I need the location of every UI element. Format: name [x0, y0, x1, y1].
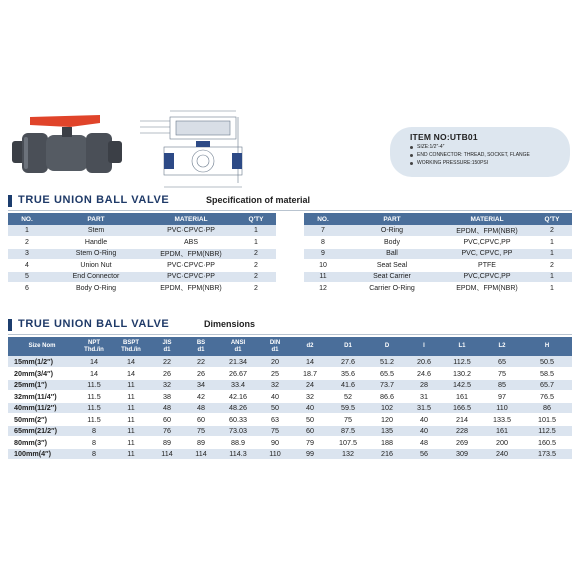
- table-row: [304, 283, 572, 295]
- dim-value-cell: 11.5: [76, 402, 112, 414]
- dim-value-cell: 65.5: [368, 368, 406, 380]
- part-no-cell: 9: [304, 248, 342, 260]
- dim-value-cell: 40: [406, 425, 442, 437]
- product-visual-area: [0, 95, 580, 195]
- table-row: [8, 437, 572, 449]
- qty-cell: 2: [532, 260, 572, 272]
- dim-value-cell: 11: [112, 414, 150, 426]
- dim-value-cell: 309: [442, 448, 482, 460]
- size-nom-cell: 40mm(11/2″): [8, 402, 76, 414]
- dim-value-cell: 188: [368, 437, 406, 449]
- dim-value-cell: 99: [292, 448, 328, 460]
- spec-header-row: [304, 213, 572, 225]
- dim-value-cell: 59.5: [328, 402, 368, 414]
- part-name-cell: End Connector: [46, 271, 146, 283]
- qty-cell: 2: [236, 283, 276, 295]
- table-row: [8, 368, 572, 380]
- part-no-cell: 2: [8, 237, 46, 249]
- part-no-cell: 3: [8, 248, 46, 260]
- dim-value-cell: 34: [184, 379, 218, 391]
- size-nom-cell: 65mm(21/2″): [8, 425, 76, 437]
- dim-header-sublabel: d1: [163, 346, 171, 353]
- part-no-cell: 6: [8, 283, 46, 295]
- material-cell: EPDM、FPM(NBR): [442, 283, 532, 295]
- dim-value-cell: 40: [292, 402, 328, 414]
- dim-value-cell: 11.5: [76, 379, 112, 391]
- dim-header-cell: [218, 337, 258, 356]
- dim-value-cell: 50: [292, 414, 328, 426]
- dim-value-cell: 114: [184, 448, 218, 460]
- part-name-cell: Ball: [342, 248, 442, 260]
- dim-value-cell: 35.6: [328, 368, 368, 380]
- dim-value-cell: 60.33: [218, 414, 258, 426]
- dim-header-sublabel: d1: [234, 346, 242, 353]
- spec-table-right: [304, 213, 572, 295]
- part-no-cell: 4: [8, 260, 46, 272]
- item-number: ITEM NO:UTB01: [410, 132, 478, 142]
- table-row: [304, 225, 572, 237]
- dim-value-cell: 14: [112, 368, 150, 380]
- dim-value-cell: 21.34: [218, 356, 258, 368]
- dim-header-sublabel: Thd./in: [84, 346, 104, 353]
- dim-value-cell: 114: [150, 448, 184, 460]
- table-row: [304, 248, 572, 260]
- dim-value-cell: 42: [184, 391, 218, 403]
- dim-value-cell: 14: [76, 368, 112, 380]
- dim-header-cell: [76, 337, 112, 356]
- dim-value-cell: 32: [292, 391, 328, 403]
- spec-table-left: [8, 213, 276, 295]
- dim-value-cell: 110: [482, 402, 522, 414]
- part-no-cell: 8: [304, 237, 342, 249]
- dim-value-cell: 11.5: [76, 391, 112, 403]
- dim-header-label: L2: [498, 343, 506, 349]
- spec-header-row: [8, 213, 276, 225]
- dim-value-cell: 11.5: [76, 414, 112, 426]
- part-name-cell: Handle: [46, 237, 146, 249]
- spec-header-qty: Q'TY: [236, 213, 276, 225]
- dim-value-cell: 133.5: [482, 414, 522, 426]
- spec-header-no: NO.: [8, 213, 46, 225]
- dim-value-cell: 41.6: [328, 379, 368, 391]
- dim-value-cell: 26: [150, 368, 184, 380]
- material-cell: EPDM、FPM(NBR): [146, 248, 236, 260]
- dim-value-cell: 90: [258, 437, 292, 449]
- dim-value-cell: 14: [292, 356, 328, 368]
- dim-value-cell: 11: [112, 448, 150, 460]
- table-row: [8, 414, 572, 426]
- table-row: [8, 402, 572, 414]
- dim-value-cell: 88.9: [218, 437, 258, 449]
- table-row: [8, 248, 276, 260]
- dim-value-cell: 120: [368, 414, 406, 426]
- dim-value-cell: 89: [150, 437, 184, 449]
- dim-value-cell: 51.2: [368, 356, 406, 368]
- part-name-cell: Body O-Ring: [46, 283, 146, 295]
- dim-header-cell: [328, 337, 368, 356]
- dim-header-label: H: [544, 343, 550, 349]
- dim-value-cell: 8: [76, 425, 112, 437]
- dim-value-cell: 48: [406, 437, 442, 449]
- qty-cell: 2: [236, 260, 276, 272]
- dim-header-sublabel: Thd./in: [121, 346, 141, 353]
- material-cell: PVC, CPVC, PP: [442, 248, 532, 260]
- dim-value-cell: 26: [184, 368, 218, 380]
- dim-value-cell: 56: [406, 448, 442, 460]
- dim-value-cell: 214: [442, 414, 482, 426]
- dim-value-cell: 200: [482, 437, 522, 449]
- dim-value-cell: 50.5: [522, 356, 572, 368]
- dim-value-cell: 8: [76, 448, 112, 460]
- dim-value-cell: 73.03: [218, 425, 258, 437]
- part-name-cell: Stem: [46, 225, 146, 237]
- material-cell: EPDM、FPM(NBR): [442, 225, 532, 237]
- dim-value-cell: 110: [258, 448, 292, 460]
- dim-value-cell: 85: [482, 379, 522, 391]
- dim-value-cell: 40: [406, 414, 442, 426]
- dim-value-cell: 160.5: [522, 437, 572, 449]
- dim-value-cell: 50: [258, 402, 292, 414]
- dim-value-cell: 14: [76, 356, 112, 368]
- dim-value-cell: 31: [406, 391, 442, 403]
- dim-value-cell: 20: [258, 356, 292, 368]
- dim-value-cell: 76: [150, 425, 184, 437]
- qty-cell: 1: [532, 283, 572, 295]
- dim-value-cell: 166.5: [442, 402, 482, 414]
- table-row: [8, 391, 572, 403]
- dim-value-cell: 161: [442, 391, 482, 403]
- item-info-box: [390, 127, 570, 177]
- dim-section-subtitle: Dimensions: [204, 319, 256, 329]
- dim-header-cell: [292, 337, 328, 356]
- info-pressure-text: WORKING PRESSURE:150PSI: [417, 160, 489, 166]
- part-name-cell: Union Nut: [46, 260, 146, 272]
- info-row-pressure: [410, 160, 560, 166]
- part-name-cell: Stem O-Ring: [46, 248, 146, 260]
- dim-value-cell: 102: [368, 402, 406, 414]
- size-nom-cell: 25mm(1″): [8, 379, 76, 391]
- spec-section-subtitle: Specification of material: [206, 195, 311, 205]
- dim-value-cell: 24: [292, 379, 328, 391]
- dim-value-cell: 42.16: [218, 391, 258, 403]
- size-nom-cell: 32mm(11/4″): [8, 391, 76, 403]
- spec-header-part: PART: [46, 213, 146, 225]
- dim-header-label: D1: [344, 343, 352, 349]
- qty-cell: 2: [236, 248, 276, 260]
- qty-cell: 1: [532, 248, 572, 260]
- table-row: [8, 271, 276, 283]
- dim-value-cell: 27.6: [328, 356, 368, 368]
- spec-left-body: [8, 225, 276, 294]
- table-row: [8, 448, 572, 460]
- section-divider: [8, 210, 572, 211]
- dim-value-cell: 11: [112, 402, 150, 414]
- dim-value-cell: 22: [150, 356, 184, 368]
- qty-cell: 1: [532, 237, 572, 249]
- valve-photo: [8, 105, 126, 185]
- table-row: [304, 260, 572, 272]
- dim-header-sublabel: d1: [197, 346, 205, 353]
- dim-value-cell: 73.7: [368, 379, 406, 391]
- dim-value-cell: 79: [292, 437, 328, 449]
- dim-value-cell: 11: [112, 391, 150, 403]
- dim-value-cell: 142.5: [442, 379, 482, 391]
- dim-header-label: BSPT: [122, 339, 139, 346]
- table-row: [8, 425, 572, 437]
- dim-value-cell: 33.4: [218, 379, 258, 391]
- size-nom-cell: 80mm(3″): [8, 437, 76, 449]
- qty-cell: 2: [236, 271, 276, 283]
- dim-value-cell: 60: [184, 414, 218, 426]
- part-name-cell: Carrier O-Ring: [342, 283, 442, 295]
- part-no-cell: 10: [304, 260, 342, 272]
- table-row: [304, 271, 572, 283]
- dim-header-cell: [482, 337, 522, 356]
- spec-header-qty: Q'TY: [532, 213, 572, 225]
- dim-value-cell: 135: [368, 425, 406, 437]
- dim-value-cell: 28: [406, 379, 442, 391]
- dim-value-cell: 11: [112, 425, 150, 437]
- dim-header-cell: [184, 337, 218, 356]
- dim-value-cell: 40: [258, 391, 292, 403]
- material-cell: PTFE: [442, 260, 532, 272]
- dim-value-cell: 48.26: [218, 402, 258, 414]
- dim-header-label: BS: [196, 339, 206, 346]
- dimensions-table: [8, 337, 572, 460]
- table-row: [304, 237, 572, 249]
- dim-value-cell: 22: [184, 356, 218, 368]
- dim-value-cell: 112.5: [442, 356, 482, 368]
- dim-header-label: d2: [306, 343, 314, 349]
- dim-value-cell: 97: [482, 391, 522, 403]
- spec-header-material: MATERIAL: [442, 213, 532, 225]
- info-row-size: [410, 144, 560, 150]
- dim-value-cell: 107.5: [328, 437, 368, 449]
- dim-value-cell: 89: [184, 437, 218, 449]
- dim-value-cell: 130.2: [442, 368, 482, 380]
- part-name-cell: Seat Carrier: [342, 271, 442, 283]
- info-connector-text: END CONNECTOR: THREAD, SOCKET, FLANGE: [417, 152, 530, 158]
- dim-header-cell: [258, 337, 292, 356]
- dim-value-cell: 132: [328, 448, 368, 460]
- dim-value-cell: 38: [150, 391, 184, 403]
- size-nom-cell: 15mm(1/2″): [8, 356, 76, 368]
- dim-header-cell: [406, 337, 442, 356]
- table-row: [8, 237, 276, 249]
- material-cell: PVC·CPVC·PP: [146, 225, 236, 237]
- dim-header-row: [8, 337, 572, 356]
- qty-cell: 2: [532, 225, 572, 237]
- bullet-icon: [410, 146, 413, 149]
- part-name-cell: Seat Seal: [342, 260, 442, 272]
- valve-highlight: [24, 137, 28, 169]
- dim-header-label: L1: [458, 343, 466, 349]
- part-no-cell: 7: [304, 225, 342, 237]
- dim-value-cell: 114.3: [218, 448, 258, 460]
- dim-value-cell: 216: [368, 448, 406, 460]
- dim-value-cell: 86.6: [368, 391, 406, 403]
- size-nom-cell: 100mm(4″): [8, 448, 76, 460]
- dim-value-cell: 18.7: [292, 368, 328, 380]
- qty-cell: 1: [532, 271, 572, 283]
- info-row-connector: [410, 152, 560, 158]
- dim-value-cell: 228: [442, 425, 482, 437]
- spec-header-material: MATERIAL: [146, 213, 236, 225]
- dim-value-cell: 63: [258, 414, 292, 426]
- dim-section-header: [8, 318, 572, 332]
- dim-header-label: NPT: [88, 339, 100, 346]
- dim-body: [8, 356, 572, 460]
- dim-value-cell: 48: [184, 402, 218, 414]
- dim-value-cell: 48: [150, 402, 184, 414]
- material-cell: PVC,CPVC,PP: [442, 271, 532, 283]
- qty-cell: 1: [236, 237, 276, 249]
- dim-value-cell: 60: [150, 414, 184, 426]
- table-row: [8, 356, 572, 368]
- dim-header-cell: [442, 337, 482, 356]
- material-cell: EPDM、FPM(NBR): [146, 283, 236, 295]
- section-accent-bar: [8, 195, 12, 207]
- dim-value-cell: 25: [258, 368, 292, 380]
- dim-value-cell: 87.5: [328, 425, 368, 437]
- dim-header-label: D: [384, 343, 390, 349]
- dim-value-cell: 76.5: [522, 391, 572, 403]
- table-row: [8, 225, 276, 237]
- spec-section-header: [8, 194, 572, 208]
- dim-value-cell: 75: [482, 368, 522, 380]
- material-cell: PVC,CPVC,PP: [442, 237, 532, 249]
- dim-header-label: ANSI: [230, 339, 246, 346]
- table-row: [8, 283, 276, 295]
- dim-value-cell: 240: [482, 448, 522, 460]
- size-nom-cell: 20mm(3/4″): [8, 368, 76, 380]
- dim-value-cell: 86: [522, 402, 572, 414]
- section-divider: [8, 334, 572, 335]
- bullet-icon: [410, 162, 413, 165]
- dim-value-cell: 75: [184, 425, 218, 437]
- dim-header-cell: [8, 337, 76, 356]
- dim-value-cell: 173.5: [522, 448, 572, 460]
- dim-value-cell: 14: [112, 356, 150, 368]
- dim-header-cell: [522, 337, 572, 356]
- table-row: [8, 260, 276, 272]
- dim-header-label: JIS: [162, 339, 172, 346]
- dim-value-cell: 20.6: [406, 356, 442, 368]
- size-nom-cell: 50mm(2″): [8, 414, 76, 426]
- dim-header-label: DIN: [269, 339, 281, 346]
- dim-value-cell: 11: [112, 379, 150, 391]
- dim-value-cell: 60: [292, 425, 328, 437]
- material-cell: PVC·CPVC·PP: [146, 271, 236, 283]
- part-name-cell: Body: [342, 237, 442, 249]
- dim-header-label: Size Nom: [28, 343, 56, 349]
- part-no-cell: 1: [8, 225, 46, 237]
- dim-header-label: I: [423, 343, 425, 349]
- info-size-text: SIZE:1/2″-4″: [417, 144, 445, 150]
- dim-value-cell: 32: [150, 379, 184, 391]
- dim-value-cell: 52: [328, 391, 368, 403]
- spec-header-part: PART: [342, 213, 442, 225]
- dim-value-cell: 8: [76, 437, 112, 449]
- part-name-cell: O-Ring: [342, 225, 442, 237]
- dim-value-cell: 24.6: [406, 368, 442, 380]
- dim-value-cell: 31.5: [406, 402, 442, 414]
- dim-value-cell: 75: [258, 425, 292, 437]
- bullet-icon: [410, 154, 413, 157]
- part-no-cell: 11: [304, 271, 342, 283]
- dim-header-cell: [368, 337, 406, 356]
- dim-value-cell: 58.5: [522, 368, 572, 380]
- technical-drawing: [130, 103, 248, 191]
- dim-value-cell: 161: [482, 425, 522, 437]
- valve-right-connector: [108, 141, 122, 163]
- spec-section-title: TRUE UNION BALL VALVE: [18, 194, 170, 206]
- dim-section-title: TRUE UNION BALL VALVE: [18, 318, 170, 330]
- valve-body: [46, 135, 88, 171]
- part-no-cell: 12: [304, 283, 342, 295]
- dim-value-cell: 26.67: [218, 368, 258, 380]
- spec-right-body: [304, 225, 572, 294]
- table-row: [8, 379, 572, 391]
- material-cell: ABS: [146, 237, 236, 249]
- dim-value-cell: 65: [482, 356, 522, 368]
- dim-value-cell: 101.5: [522, 414, 572, 426]
- dim-header-cell: [112, 337, 150, 356]
- spec-header-no: NO.: [304, 213, 342, 225]
- dim-value-cell: 269: [442, 437, 482, 449]
- dim-value-cell: 32: [258, 379, 292, 391]
- dim-value-cell: 65.7: [522, 379, 572, 391]
- dim-value-cell: 11: [112, 437, 150, 449]
- dim-header-sublabel: d1: [271, 346, 279, 353]
- section-accent-bar: [8, 319, 12, 331]
- part-no-cell: 5: [8, 271, 46, 283]
- dim-value-cell: 112.5: [522, 425, 572, 437]
- material-cell: PVC·CPVC·PP: [146, 260, 236, 272]
- valve-handle: [30, 115, 100, 127]
- qty-cell: 1: [236, 225, 276, 237]
- dim-header-cell: [150, 337, 184, 356]
- valve-stem: [62, 127, 72, 137]
- dim-value-cell: 75: [328, 414, 368, 426]
